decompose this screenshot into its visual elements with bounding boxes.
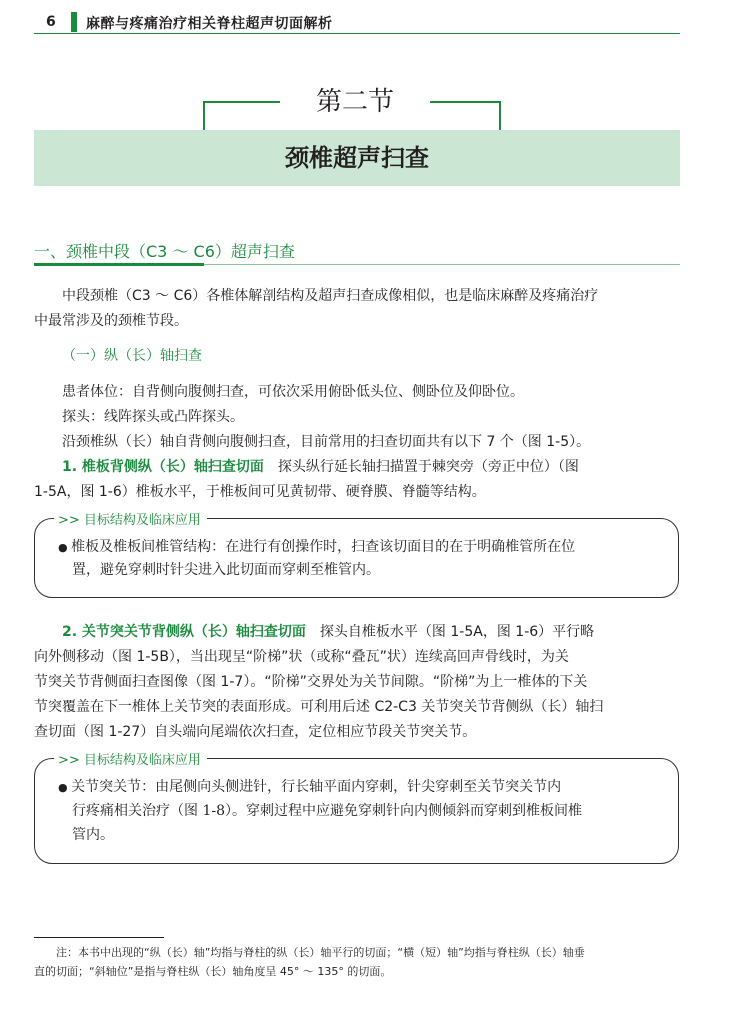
page-number: 6	[46, 14, 56, 30]
intro-line-1: 中段颈椎（C3 ～ C6）各椎体解剖结构及超声扫查成像相似，也是临床麻醉及疼痛治疗	[62, 288, 599, 304]
subheading: （一）纵（长）轴扫查	[62, 348, 202, 364]
item-2-line-1	[62, 620, 594, 644]
probe-line: 探头：线阵探头或凸阵探头。	[62, 409, 244, 425]
scan-line: 沿颈椎纵（长）轴自背侧向腹侧扫查，目前常用的扫查切面共有以下 7 个（图 1-5）。	[62, 434, 591, 450]
item-2-line-5: 查切面（图 1-27）自头端向尾端依次扫查，定位相应节段关节突关节。	[34, 724, 477, 740]
heading-rule-light	[204, 264, 680, 265]
footnote-line-2: 直的切面；“斜轴位”是指与脊柱纵（长）轴角度呈 45° ～ 135° 的切面。	[34, 965, 392, 978]
clinical-box-1-text-1: 椎板及椎板间椎管结构：在进行有创操作时，扫查该切面目的在于明确椎管所在位	[71, 539, 576, 555]
bullet-icon: ●	[58, 781, 72, 794]
item-2-title: 2. 关节突关节背侧纵（长）轴扫查切面	[62, 624, 306, 640]
clinical-box-2-label	[54, 749, 207, 768]
header-accent-bar	[71, 12, 77, 32]
item-1-text-a: 探头纵行延长轴扫描置于棘突旁（旁正中位）（图	[263, 459, 579, 475]
item-1-line-2: 1-5A，图 1-6）椎板水平，于椎板间可见黄韧带、硬脊膜、脊髓等结构。	[34, 484, 486, 500]
footnote-rule	[34, 937, 164, 938]
section-label: 第二节	[280, 86, 430, 118]
item-1-line-1	[62, 455, 579, 479]
item-2-text-a: 探头自椎板水平（图 1-5A，图 1-6）平行略	[305, 624, 595, 640]
clinical-box-1-label-text: >> 目标结构及临床应用	[54, 513, 207, 528]
clinical-box-2-line-3: 管内。	[72, 827, 114, 843]
clinical-box-2-line-2: 行疼痛相关治疗（图 1-8）。穿刺过程中应避免穿刺针向内侧倾斜而穿刺到椎板间椎	[72, 803, 582, 819]
clinical-box-1-label	[54, 509, 207, 528]
header-rule	[34, 33, 680, 34]
clinical-box-1-line-1	[58, 536, 575, 559]
clinical-box-2-line-1	[58, 776, 561, 799]
footnote-line-1: 注：本书中出现的“纵（长）轴”均指与脊柱的纵（长）轴平行的切面；“横（短）轴”均指与脊柱纵（长）轴垂	[56, 946, 585, 959]
heading-rule-dark	[34, 263, 204, 266]
section-title: 颈椎超声扫查	[285, 143, 429, 172]
clinical-box-2-label-text: >> 目标结构及临床应用	[54, 753, 207, 768]
clinical-box-1-line-2: 置，避免穿刺时针尖进入此切面而穿刺至椎管内。	[72, 562, 380, 578]
item-2-line-2: 向外侧移动（图 1-5B），当出现呈“阶梯”状（或称“叠瓦”状）连续高回声骨线时，为关	[34, 649, 569, 665]
patient-position-line: 患者体位：自背侧向腹侧扫查，可依次采用俯卧低头位、侧卧位及仰卧位。	[62, 384, 524, 400]
footnote	[34, 943, 680, 981]
running-header-title: 麻醉与疼痛治疗相关脊柱超声切面解析	[86, 16, 333, 32]
heading-1: 一、颈椎中段（C3 ～ C6）超声扫查	[34, 242, 295, 261]
clinical-box-2-text-1: 关节突关节：由尾侧向头侧进针，行长轴平面内穿刺，针尖穿刺至关节突关节内	[71, 779, 562, 795]
intro-line-2: 中最常涉及的颈椎节段。	[34, 313, 188, 329]
bullet-icon: ●	[58, 541, 72, 554]
item-2-line-3: 节突关节背侧面扫查图像（图 1-7）。“阶梯”交界处为关节间隙。“阶梯”为上一椎体的下关	[34, 674, 588, 690]
item-2-line-4: 节突覆盖在下一椎体上关节突的表面形成。可利用后述 C2-C3 关节突关节背侧纵（长）轴扫	[34, 699, 604, 715]
item-1-title: 1. 椎板背侧纵（长）轴扫查切面	[62, 459, 264, 475]
